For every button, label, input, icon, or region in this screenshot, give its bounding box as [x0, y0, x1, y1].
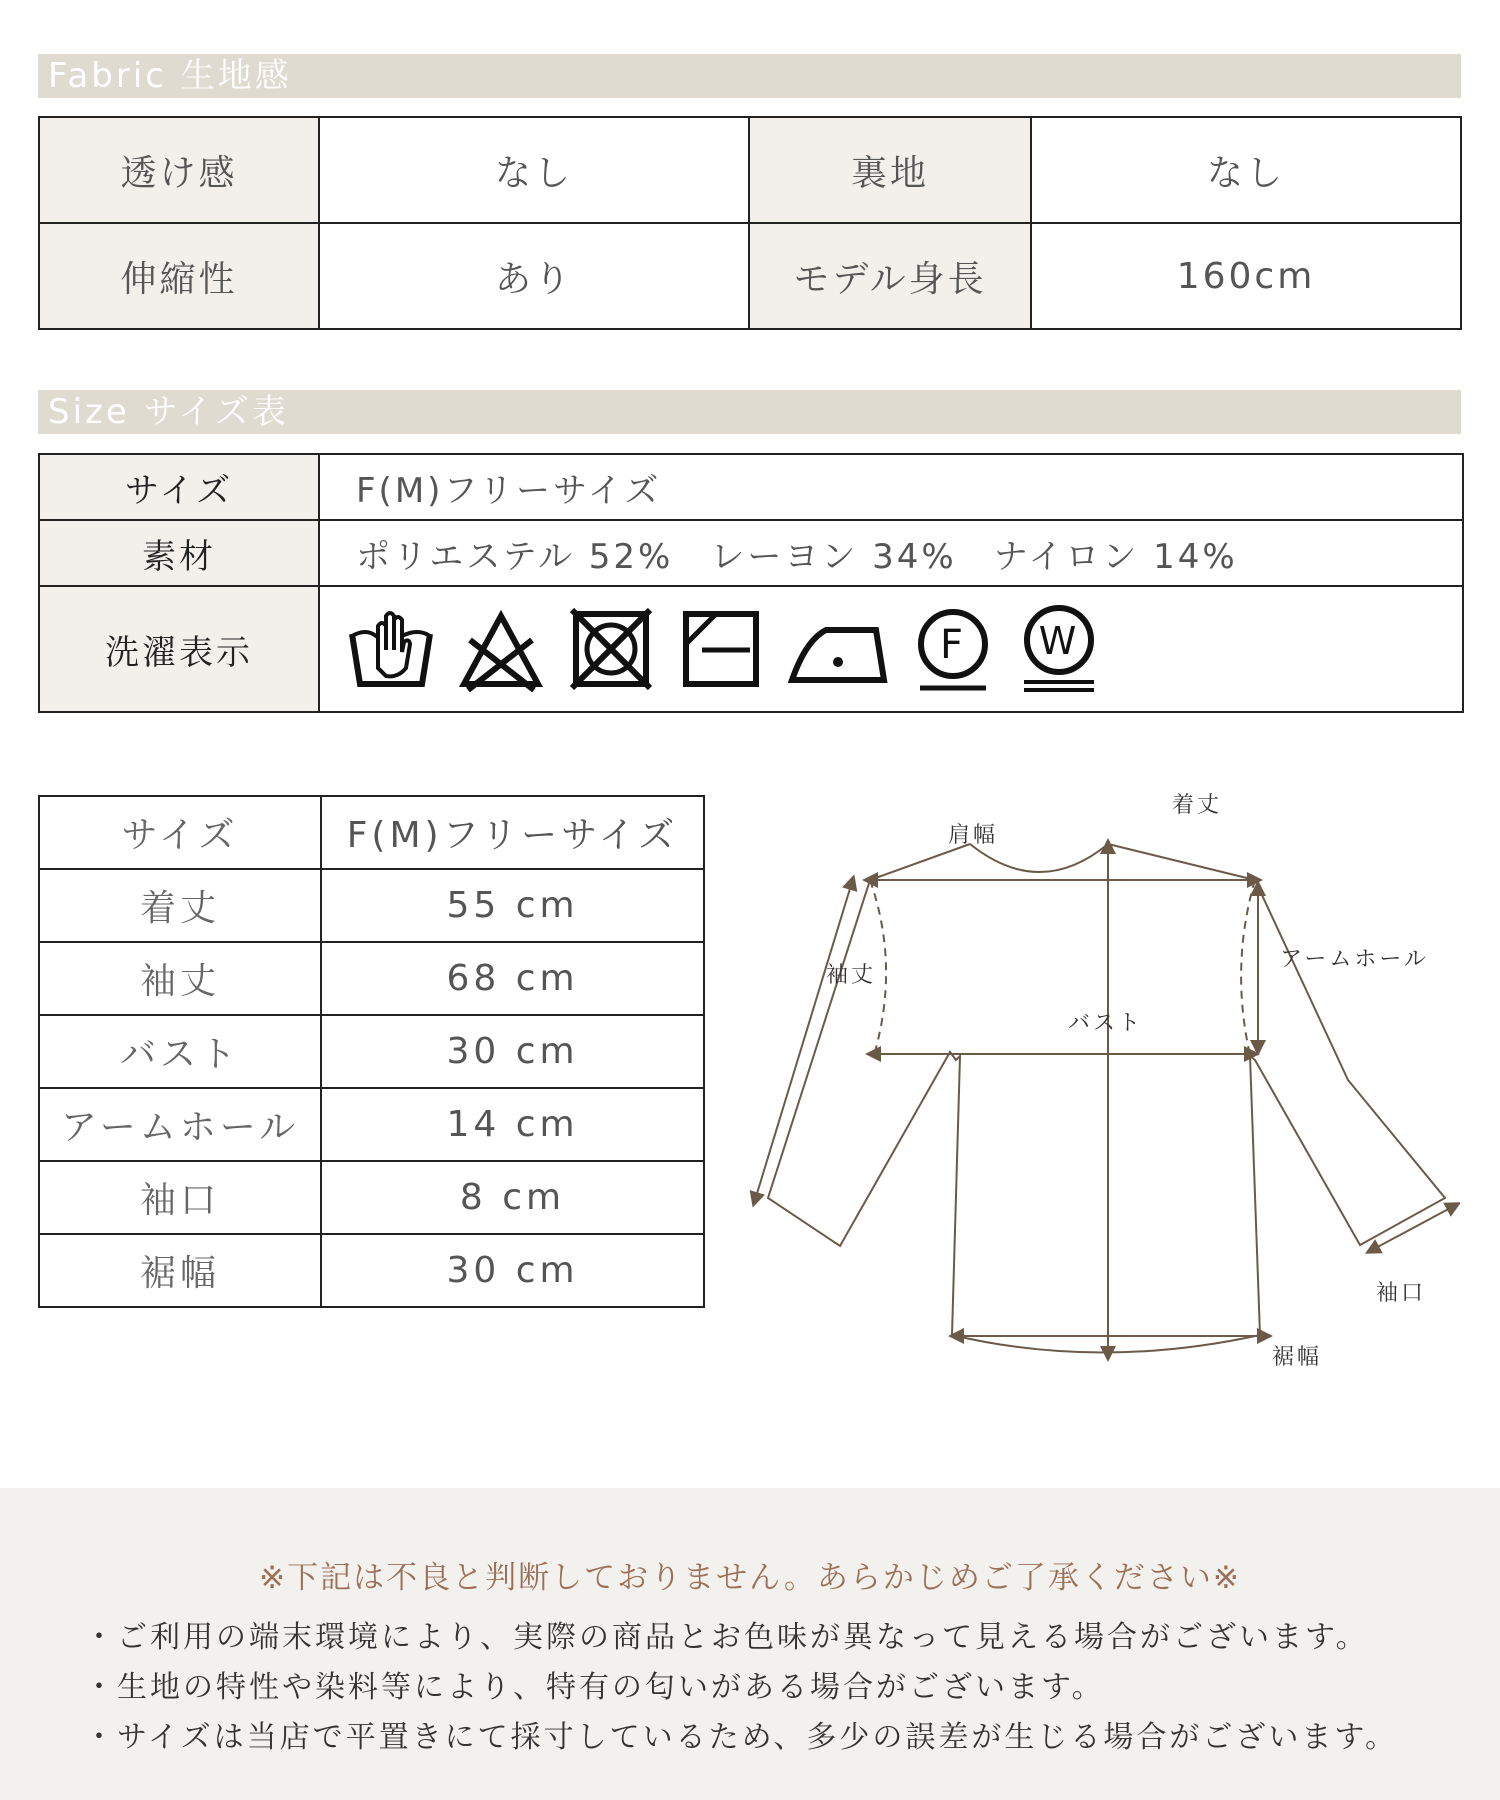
diagram-bust-label: バスト — [1068, 1011, 1144, 1036]
sleeve-value: 68 cm — [321, 942, 704, 1015]
length-value: 55 cm — [321, 869, 704, 942]
table-row — [39, 117, 1461, 223]
lining-value: なし — [1031, 117, 1461, 223]
diagram-shoulder-label: 肩幅 — [948, 823, 999, 848]
diagram-armhole-label: アームホール — [1280, 947, 1429, 972]
table-row — [39, 223, 1461, 329]
fabric-table — [38, 116, 1462, 330]
cuff-label: 袖口 — [39, 1161, 321, 1234]
care-icons — [319, 586, 1463, 712]
fabric-heading: Fabric 生地感 — [38, 54, 1461, 98]
measurement-table — [38, 795, 705, 1308]
table-row — [39, 520, 1463, 586]
material-value: ポリエステル 52% レーヨン 34% ナイロン 14% — [319, 520, 1463, 586]
right-armhole-seam — [1241, 880, 1255, 1055]
size-info-table — [38, 453, 1464, 713]
table-row — [39, 796, 704, 869]
armhole-label: アームホール — [39, 1088, 321, 1161]
stretch-label: 伸縮性 — [39, 223, 319, 329]
garment-diagram — [740, 780, 1460, 1380]
notice-item: ・サイズは当店で平置きにて採寸しているため、多少の誤差が生じる場合がございます。 — [84, 1720, 1398, 1755]
no-tumble-dry-icon — [566, 606, 656, 692]
care-label: 洗濯表示 — [39, 586, 319, 712]
table-row — [39, 454, 1463, 520]
table-row — [39, 586, 1463, 712]
shirt-outline — [768, 844, 1445, 1353]
diagram-hem-label: 裾幅 — [1272, 1345, 1323, 1370]
notice-title: ※下記は不良と判断しておりません。あらかじめご了承ください※ — [259, 1560, 1241, 1596]
svg-text:W: W — [1038, 619, 1080, 663]
diagram-length-label: 着丈 — [1172, 793, 1223, 818]
notice-panel — [0, 1488, 1500, 1800]
sheerness-value: なし — [319, 117, 749, 223]
notice-item: ・ご利用の端末環境により、実際の商品とお色味が異なって見える場合がございます。 — [84, 1620, 1369, 1655]
lining-label: 裏地 — [749, 117, 1031, 223]
material-label: 素材 — [39, 520, 319, 586]
model-height-value: 160cm — [1031, 223, 1461, 329]
model-height-label: モデル身長 — [749, 223, 1031, 329]
no-bleach-icon — [456, 606, 546, 692]
notice-item: ・生地の特性や染料等により、特有の匂いがある場合がございます。 — [84, 1670, 1105, 1705]
size-heading: Size サイズ表 — [38, 390, 1461, 434]
armhole-value: 14 cm — [321, 1088, 704, 1161]
size-header-label: サイズ — [39, 796, 321, 869]
table-row — [39, 869, 704, 942]
table-row — [39, 1088, 704, 1161]
table-row — [39, 1234, 704, 1307]
bust-label: バスト — [39, 1015, 321, 1088]
sheerness-label: 透け感 — [39, 117, 319, 223]
diagram-sleeve-label: 袖丈 — [826, 963, 877, 988]
hand-wash-icon — [346, 606, 436, 692]
size-header-value: F(M)フリーサイズ — [321, 796, 704, 869]
size-label: サイズ — [39, 454, 319, 520]
dry-clean-f-icon — [910, 606, 996, 692]
length-label: 着丈 — [39, 869, 321, 942]
sleeve-label: 袖丈 — [39, 942, 321, 1015]
neckline — [970, 844, 1108, 872]
cuff-arrow — [1372, 1206, 1454, 1250]
low-iron-icon — [786, 606, 890, 692]
diagram-cuff-label: 袖口 — [1376, 1281, 1427, 1306]
bust-value: 30 cm — [321, 1015, 704, 1088]
size-value: F(M)フリーサイズ — [319, 454, 1463, 520]
table-row — [39, 1161, 704, 1234]
stretch-value: あり — [319, 223, 749, 329]
cuff-value: 8 cm — [321, 1161, 704, 1234]
sleeve-arrow — [755, 882, 852, 1200]
hem-value: 30 cm — [321, 1234, 704, 1307]
line-dry-shade-icon — [676, 606, 766, 692]
table-row — [39, 942, 704, 1015]
hem-label: 裾幅 — [39, 1234, 321, 1307]
table-row — [39, 1015, 704, 1088]
wet-clean-w-icon — [1016, 604, 1102, 694]
svg-text:F: F — [939, 622, 967, 668]
